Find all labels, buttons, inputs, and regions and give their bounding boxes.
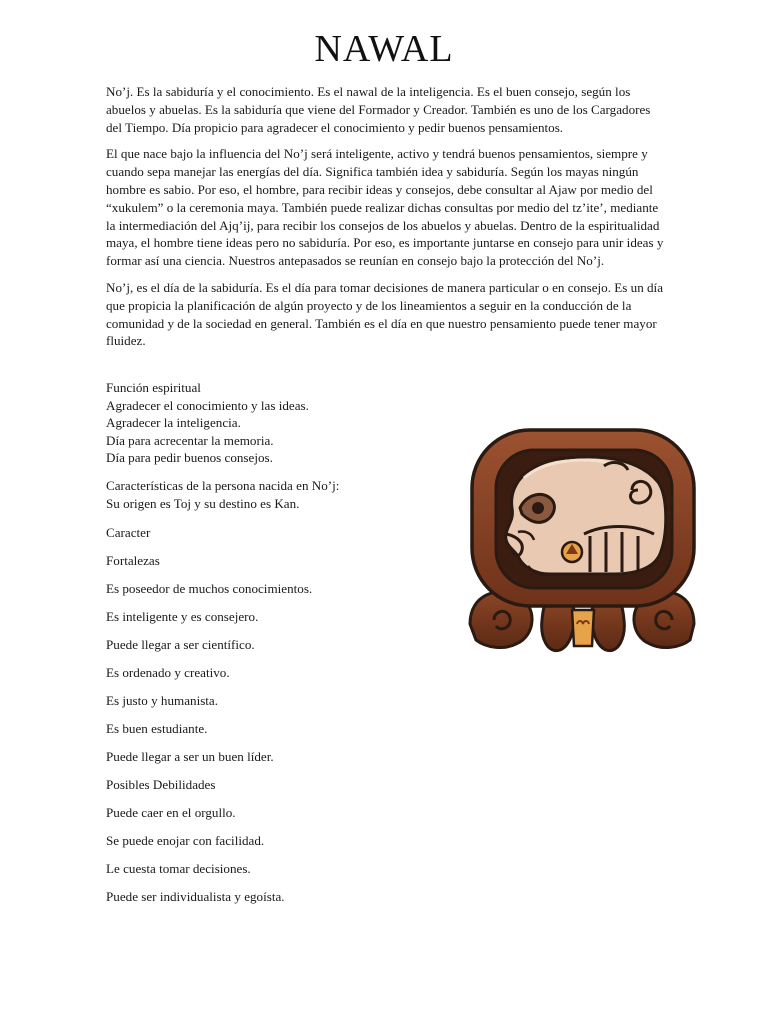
list-item: Le cuesta tomar decisiones. (106, 861, 251, 876)
list-item: Es ordenado y creativo. (106, 665, 230, 680)
list-item: Puede caer en el orgullo. (106, 805, 236, 820)
characteristics-section (106, 477, 446, 512)
intro-section (106, 83, 666, 359)
spiritual-function-item: Agradecer el conocimiento y las ideas. (106, 397, 309, 413)
list-item: Puede ser individualista y egoísta. (106, 889, 285, 904)
character-list-heading: Caracter (106, 525, 151, 540)
weaknesses-heading: Posibles Debilidades (106, 777, 216, 792)
strengths-heading: Fortalezas (106, 553, 160, 568)
spiritual-function-section (106, 379, 446, 467)
list-item: Es inteligente y es consejero. (106, 609, 259, 624)
list-item: Es poseedor de muchos conocimientos. (106, 581, 313, 596)
spiritual-function-item: Día para pedir buenos consejos. (106, 450, 273, 466)
spiritual-function-item: Día para acrecentar la memoria. (106, 432, 274, 448)
spiritual-function-heading: Función espiritual (106, 380, 201, 395)
list-item: Puede llegar a ser científico. (106, 637, 255, 652)
intro-paragraph-1: No’j. Es la sabiduría y el conocimiento. Es el nawal de la inteligencia. Es el buen consejo, según los abuelos y abuelas. Es la sabiduría que viene del Formador y Creador. También es uno de los Cargadores del Tiempo. Día propicio para agradecer el conocimiento y pedir buenos pensamientos. (106, 84, 651, 135)
character-list (106, 524, 446, 916)
intro-paragraph-3: No’j, es el día de la sabiduría. Es el día para tomar decisiones de manera particular o en consejo. Es un día que propicia la planificación de algún proyecto y de los lineamientos a seguir en la conducción de la comunidad y de la sociedad en general. También es el día en que nuestro pensamiento puede tener mayor fluidez. (106, 279, 664, 349)
list-item: Puede llegar a ser un buen líder. (106, 749, 274, 764)
glyph-face (506, 457, 666, 575)
list-item: Es justo y humanista. (106, 693, 219, 708)
intro-paragraph-2: El que nace bajo la influencia del No’j será inteligente, activo y tendrá buenos pensamientos, siempre y cuando sepa manejar las energías del día. Significa también idea y sabiduría. Según los mayas ningún hombre es sabio. Por eso, el hombre, para recibir ideas y consejos, debe consultar al Ajaw por medio del “xukulem” o la ceremonia maya. También puede realizar dichas consultas por medio del tz’ite’, mediante la intermediación del Ajq’ij, para recibir los consejos de los abuelos y abuelas. Dentro de la espiritualidad maya, el hombre tiene ideas pero no sabiduría. Por eso, es importante juntarse en consejo para unir ideas y formar así una ciencia. Nuestros antepasados se reunían en consejo bajo la protección del No’j. (106, 146, 664, 269)
maya-noj-day-glyph-icon (464, 424, 702, 664)
spiritual-function-item: Agradecer la inteligencia. (106, 415, 241, 431)
characteristics-heading: Características de la persona nacida en No’j: (106, 478, 340, 493)
page-title: NAWAL (314, 28, 454, 70)
list-item: Es buen estudiante. (106, 721, 208, 736)
characteristics-origin: Su origen es Toj y su destino es Kan. (106, 495, 300, 511)
list-item: Se puede enojar con facilidad. (106, 833, 265, 848)
